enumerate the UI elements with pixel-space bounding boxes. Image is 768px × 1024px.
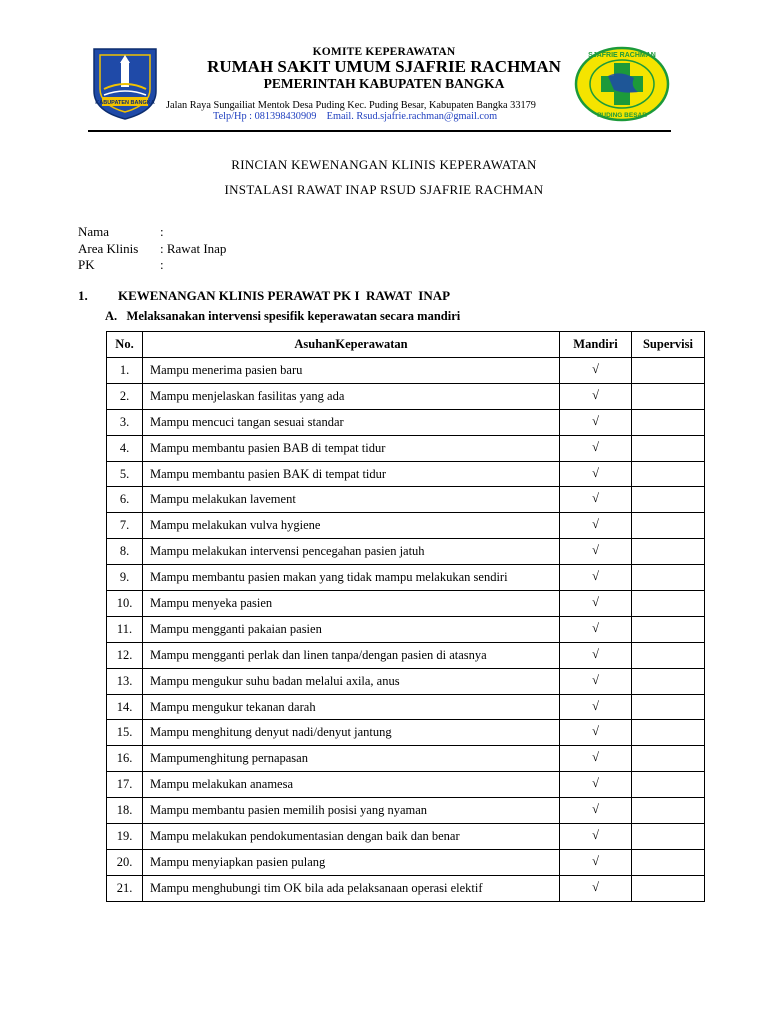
row-mandiri-check: √ — [560, 591, 632, 617]
row-mandiri-check: √ — [560, 875, 632, 901]
table-row — [107, 642, 705, 668]
hospital-address: Jalan Raya Sungailiat Mentok Desa Puding Kec. Puding Besar, Kabupaten Bangka 33179 — [166, 100, 536, 111]
row-mandiri-check: √ — [560, 358, 632, 384]
row-supervisi-check — [632, 513, 705, 539]
row-mandiri-check: √ — [560, 435, 632, 461]
table-row — [107, 591, 705, 617]
row-number: 10. — [107, 591, 143, 617]
table-row — [107, 539, 705, 565]
field-label-area-klinis: Area Klinis — [78, 241, 139, 256]
row-supervisi-check — [632, 461, 705, 487]
row-supervisi-check — [632, 591, 705, 617]
table-row — [107, 487, 705, 513]
row-description: Mampu mencuci tangan sesuai standar — [143, 409, 560, 435]
row-description: Mampu melakukan intervensi pencegahan pasien jatuh — [143, 539, 560, 565]
hospital-contact: Telp/Hp : 081398430909 Email. Rsud.sjafrie.rachman@gmail.com — [213, 111, 498, 122]
header-supervisi: Supervisi — [632, 332, 705, 358]
row-supervisi-check — [632, 694, 705, 720]
row-number: 21. — [107, 875, 143, 901]
row-mandiri-check: √ — [560, 720, 632, 746]
row-number: 5. — [107, 461, 143, 487]
row-description: Mampu menyeka pasien — [143, 591, 560, 617]
svg-text:PUDING BESAR: PUDING BESAR — [597, 112, 647, 119]
row-supervisi-check — [632, 409, 705, 435]
table-row — [107, 668, 705, 694]
row-description: Mampu menghubungi tim OK bila ada pelaksanaan operasi elektif — [143, 875, 560, 901]
row-number: 4. — [107, 435, 143, 461]
row-supervisi-check — [632, 720, 705, 746]
document-title: RINCIAN KEWENANGAN KLINIS KEPERAWATAN — [231, 157, 537, 172]
row-supervisi-check — [632, 875, 705, 901]
row-number: 20. — [107, 849, 143, 875]
table-row — [107, 513, 705, 539]
row-supervisi-check — [632, 383, 705, 409]
row-number: 11. — [107, 616, 143, 642]
row-description: Mampu menghitung denyut nadi/denyut jantung — [143, 720, 560, 746]
row-mandiri-check: √ — [560, 616, 632, 642]
row-description: Mampu mengukur tekanan darah — [143, 694, 560, 720]
row-mandiri-check: √ — [560, 849, 632, 875]
row-number: 16. — [107, 746, 143, 772]
document-subtitle: INSTALASI RAWAT INAP RSUD SJAFRIE RACHMAN — [224, 182, 544, 197]
row-mandiri-check: √ — [560, 798, 632, 824]
field-value-area-klinis: : Rawat Inap — [160, 241, 227, 256]
row-number: 12. — [107, 642, 143, 668]
table-row — [107, 409, 705, 435]
row-description: Mampu melakukan vulva hygiene — [143, 513, 560, 539]
table-row — [107, 616, 705, 642]
row-description: Mampu menerima pasien baru — [143, 358, 560, 384]
row-mandiri-check: √ — [560, 487, 632, 513]
competency-table — [106, 331, 705, 902]
row-description: Mampu melakukan lavement — [143, 487, 560, 513]
row-supervisi-check — [632, 849, 705, 875]
row-description: Mampu membantu pasien makan yang tidak mampu melakukan sendiri — [143, 565, 560, 591]
svg-text:KABUPATEN BANGKA: KABUPATEN BANGKA — [95, 100, 155, 106]
header-mandiri: Mandiri — [560, 332, 632, 358]
row-description: Mampu mengukur suhu badan melalui axila, anus — [143, 668, 560, 694]
header-asuhan: AsuhanKeperawatan — [143, 332, 560, 358]
table-row — [107, 849, 705, 875]
row-supervisi-check — [632, 565, 705, 591]
row-supervisi-check — [632, 668, 705, 694]
table-row — [107, 824, 705, 850]
table-row — [107, 358, 705, 384]
table-row — [107, 461, 705, 487]
row-supervisi-check — [632, 358, 705, 384]
row-description: Mampu mengganti pakaian pasien — [143, 616, 560, 642]
section-number: 1. — [78, 288, 88, 303]
hospital-name: RUMAH SAKIT UMUM SJAFRIE RACHMAN — [207, 57, 561, 76]
row-number: 13. — [107, 668, 143, 694]
row-number: 19. — [107, 824, 143, 850]
subsection-title: A. Melaksanakan intervensi spesifik keperawatan secara mandiri — [105, 309, 461, 323]
row-number: 2. — [107, 383, 143, 409]
row-supervisi-check — [632, 824, 705, 850]
row-description: Mampu membantu pasien memilih posisi yang nyaman — [143, 798, 560, 824]
row-description: Mampu melakukan pendokumentasian dengan baik dan benar — [143, 824, 560, 850]
row-number: 14. — [107, 694, 143, 720]
row-mandiri-check: √ — [560, 668, 632, 694]
row-supervisi-check — [632, 798, 705, 824]
row-description: Mampu melakukan anamesa — [143, 772, 560, 798]
table-row — [107, 565, 705, 591]
row-supervisi-check — [632, 539, 705, 565]
row-description: Mampu membantu pasien BAK di tempat tidur — [143, 461, 560, 487]
row-number: 1. — [107, 358, 143, 384]
row-supervisi-check — [632, 435, 705, 461]
row-description: Mampu membantu pasien BAB di tempat tidur — [143, 435, 560, 461]
row-mandiri-check: √ — [560, 383, 632, 409]
row-mandiri-check: √ — [560, 746, 632, 772]
row-mandiri-check: √ — [560, 565, 632, 591]
section-title: KEWENANGAN KLINIS PERAWAT PK I RAWAT INAP — [118, 288, 451, 303]
row-number: 7. — [107, 513, 143, 539]
field-label-pk: PK — [78, 257, 95, 272]
row-description: Mampu menjelaskan fasilitas yang ada — [143, 383, 560, 409]
row-mandiri-check: √ — [560, 694, 632, 720]
row-description: Mampu menyiapkan pasien pulang — [143, 849, 560, 875]
row-supervisi-check — [632, 772, 705, 798]
row-description: Mampu mengganti perlak dan linen tanpa/dengan pasien di atasnya — [143, 642, 560, 668]
row-mandiri-check: √ — [560, 642, 632, 668]
table-row — [107, 720, 705, 746]
table-row — [107, 694, 705, 720]
row-number: 17. — [107, 772, 143, 798]
row-number: 15. — [107, 720, 143, 746]
row-mandiri-check: √ — [560, 461, 632, 487]
row-number: 8. — [107, 539, 143, 565]
row-mandiri-check: √ — [560, 824, 632, 850]
row-description: Mampumenghitung pernapasan — [143, 746, 560, 772]
letterhead-divider — [88, 130, 671, 132]
committee-name: KOMITE KEPERAWATAN — [312, 46, 456, 58]
header-no: No. — [107, 332, 143, 358]
table-header-row — [107, 332, 705, 358]
table-row — [107, 746, 705, 772]
table-row — [107, 435, 705, 461]
row-supervisi-check — [632, 642, 705, 668]
table-row — [107, 875, 705, 901]
row-number: 9. — [107, 565, 143, 591]
svg-text:SJAFRIE RACHMAN: SJAFRIE RACHMAN — [588, 52, 656, 59]
table-row — [107, 383, 705, 409]
row-mandiri-check: √ — [560, 539, 632, 565]
table-row — [107, 772, 705, 798]
row-number: 3. — [107, 409, 143, 435]
row-mandiri-check: √ — [560, 513, 632, 539]
row-supervisi-check — [632, 616, 705, 642]
row-number: 18. — [107, 798, 143, 824]
field-label-nama: Nama — [78, 224, 110, 239]
row-supervisi-check — [632, 487, 705, 513]
table-row — [107, 798, 705, 824]
row-number: 6. — [107, 487, 143, 513]
row-mandiri-check: √ — [560, 409, 632, 435]
government-name: PEMERINTAH KABUPATEN BANGKA — [263, 76, 505, 91]
field-value-nama: : — [160, 224, 164, 239]
field-value-pk: : — [160, 257, 164, 272]
row-mandiri-check: √ — [560, 772, 632, 798]
row-supervisi-check — [632, 746, 705, 772]
